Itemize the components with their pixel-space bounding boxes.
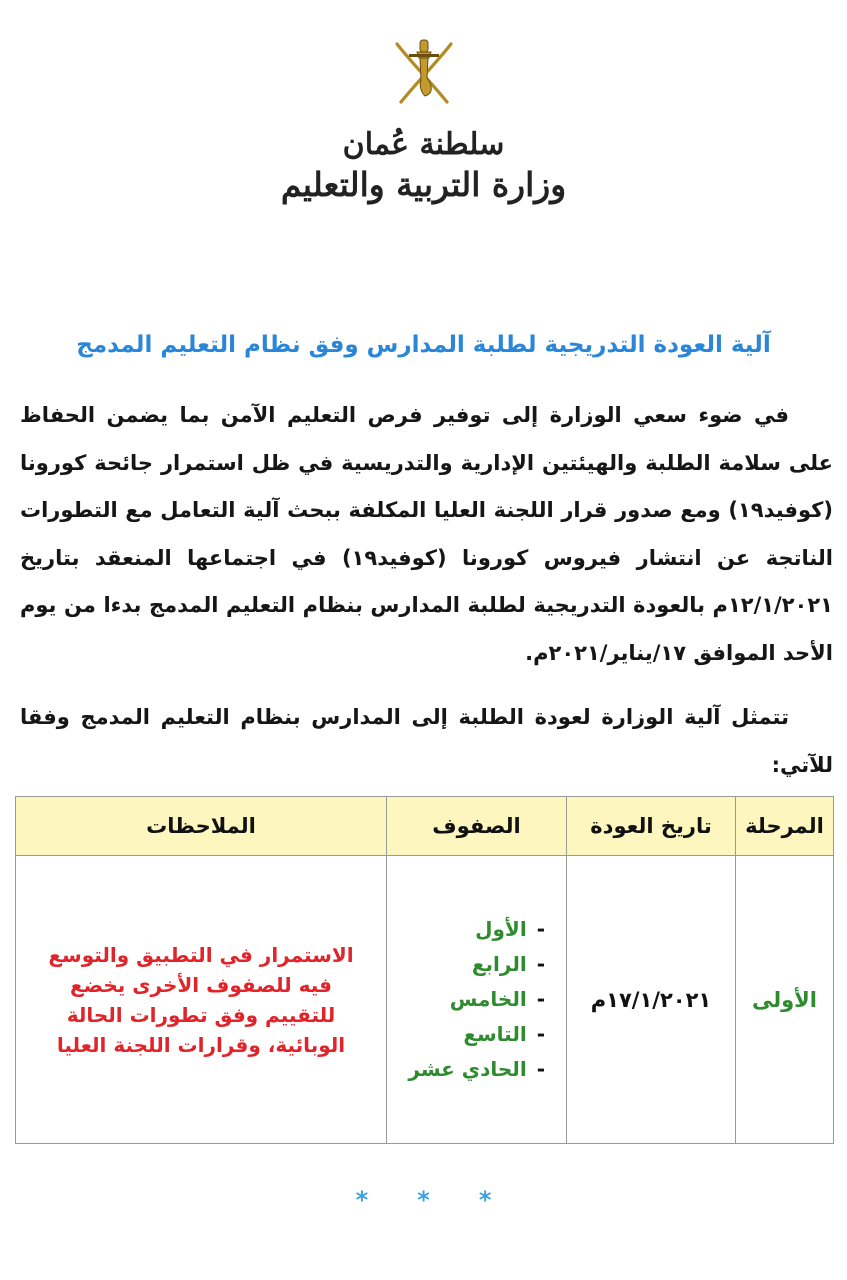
country-name: سلطنة عُمان: [342, 127, 505, 162]
grade-label: الخامس: [449, 987, 527, 1011]
asterisk-icon: *: [478, 1186, 492, 1214]
asterisk-icon: *: [355, 1186, 369, 1214]
grade-label: التاسع: [463, 1022, 527, 1046]
grades-cell: [387, 856, 567, 1144]
table-row: [16, 856, 834, 1144]
header-grades: الصفوف: [387, 797, 567, 856]
date-cell: ١٧/١/٢٠٢١م: [567, 856, 736, 1144]
grade-label: الحادي عشر: [408, 1057, 527, 1081]
header-date: تاريخ العودة: [567, 797, 736, 856]
header-notes: الملاحظات: [16, 797, 387, 856]
list-item: -الرابع: [471, 952, 545, 976]
asterisk-icon: *: [417, 1186, 430, 1214]
ministry-name: وزارة التربية والتعليم: [280, 164, 567, 204]
list-item: -التاسع: [463, 1022, 545, 1046]
list-item: -الحادي عشر: [408, 1057, 545, 1081]
table-header-row: [16, 797, 834, 856]
lead-paragraph: [20, 694, 833, 789]
footer-separator: [0, 1186, 847, 1214]
header-stage: المرحلة: [736, 797, 834, 856]
intro-paragraph: [20, 392, 833, 677]
return-plan-table: [15, 796, 834, 1144]
stage-cell: الأولى: [736, 856, 834, 1144]
intro-paragraph-text: في ضوء سعي الوزارة إلى توفير فرص التعليم الآمن بما يضمن الحفاظ على سلامة الطلبة والهيئتين الإدارية والتدريسية في ظل استمرار جائحة كورونا (كوفيد١٩) ومع صدور قرار اللجنة العليا المكلفة ببحث آلية التعامل مع التطورات الناتجة عن انتشار فيروس كورونا (كوفيد١٩) في اجتماعها المنعقد بتاريخ ١٢/١/٢٠٢١م بالعودة التدريجية لطلبة المدارس بنظام التعليم المدمج بدءا من يوم الأحد الموافق ١٧/يناير/٢٠٢١م.: [20, 403, 833, 665]
grade-label: الأول: [475, 917, 527, 941]
document-title: آلية العودة التدريجية لطلبة المدارس وفق نظام التعليم المدمج: [76, 332, 771, 358]
list-item: -الأول: [475, 917, 545, 941]
oman-emblem-icon: [389, 34, 459, 106]
list-item: -الخامس: [449, 987, 545, 1011]
ministry-header: [0, 126, 847, 205]
notes-cell: الاستمرار في التطبيق والتوسع فيه للصفوف الأخرى يخضع للتقييم وفق تطورات الحالة الوبائية، وقرارات اللجنة العليا: [16, 856, 387, 1144]
lead-paragraph-text: تتمثل آلية الوزارة لعودة الطلبة إلى المدارس بنظام التعليم المدمج وفقا للآتي:: [20, 705, 833, 777]
grade-label: الرابع: [471, 952, 527, 976]
grades-list: [388, 912, 565, 1087]
